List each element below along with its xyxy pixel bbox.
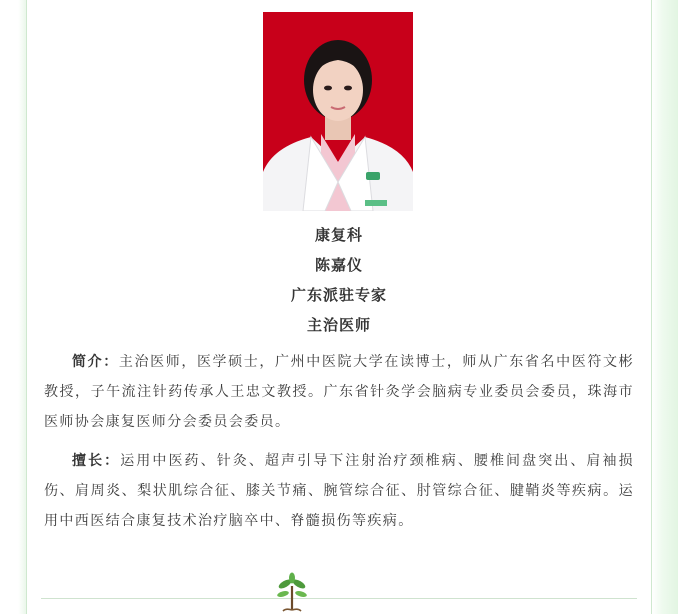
specialty-paragraph (44, 446, 634, 536)
specialty-text: 运用中医药、针灸、超声引导下注射治疗颈椎病、腰椎间盘突出、肩袖损伤、肩周炎、梨状肌综合征、膝关节痛、腕管综合征、肘管综合征、腱鞘炎等疾病。运用中西医结合康复技术治疗脑卒中、脊髓损伤等疾病。 (44, 453, 634, 529)
doctor-portrait-graphic (263, 12, 413, 211)
intro-paragraph (44, 347, 634, 437)
page-frame-right (651, 0, 678, 614)
profile-info (27, 220, 651, 340)
intro-label: 简介： (72, 354, 119, 370)
specialty-label: 擅长： (72, 453, 121, 469)
doctor-role: 广东派驻专家 (290, 286, 387, 304)
department-label: 康复科 (314, 226, 363, 244)
section-divider (41, 598, 637, 599)
intro-text: 主治医师，医学硕士，广州中医院大学在读博士，师从广东省名中医符文彬教授，子午流注针药传承人王忠文教授。广东省针灸学会脑病专业委员会委员，珠海市医师协会康复医师分会委员会委员。 (44, 354, 635, 430)
doctor-portrait-icon (263, 12, 413, 211)
doctor-name: 陈嘉仪 (314, 256, 363, 274)
doctor-profile-card (27, 0, 651, 614)
doctor-title: 主治医师 (306, 316, 371, 334)
page-frame-left (0, 0, 27, 614)
sprout-icon (275, 572, 309, 612)
